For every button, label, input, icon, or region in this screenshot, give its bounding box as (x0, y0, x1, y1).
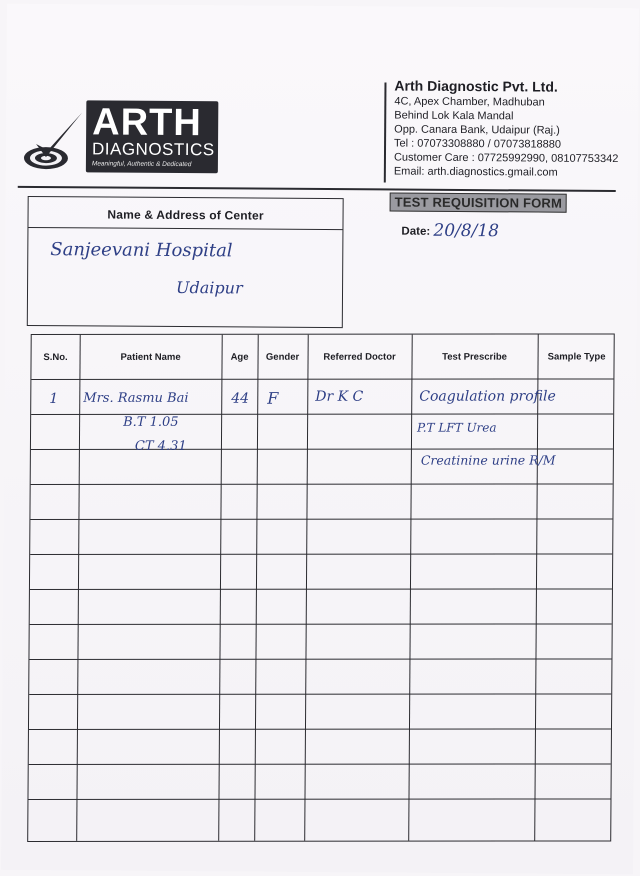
center-box-rule (28, 227, 342, 230)
logo-tagline: Meaningful, Authentic & Dedicated (91, 160, 192, 169)
header-patient-name: Patient Name (120, 351, 181, 363)
row-divider (30, 553, 612, 555)
entry-doctor: Dr K C (315, 388, 364, 405)
row-divider (31, 448, 613, 450)
column-divider (304, 335, 309, 841)
entry-test-line-2: P.T LFT Urea (417, 420, 497, 435)
address-line: Behind Lok Kala Mandal (394, 109, 514, 123)
column-divider (534, 335, 539, 841)
header-age: Age (230, 351, 249, 363)
customer-care: Customer Care : 07725992990, 08107753342 (393, 151, 619, 166)
logo-badge (86, 100, 218, 173)
column-divider (218, 335, 223, 841)
center-name-handwritten: Sanjeevani Hospital (50, 239, 233, 262)
date-label: Date: (401, 225, 431, 238)
center-city-handwritten: Udaipur (175, 277, 243, 298)
column-divider (408, 335, 413, 841)
entry-test-line-3: Creatinine urine R/M (420, 452, 556, 468)
entry-age: 44 (231, 390, 250, 407)
entry-sno: 1 (49, 390, 59, 407)
address-line: Opp. Canara Bank, Udaipur (Raj.) (394, 123, 560, 137)
column-divider (76, 335, 81, 841)
header-sample-type: Sample Type (547, 350, 606, 363)
header-rule (18, 186, 616, 192)
header-divider (384, 82, 387, 182)
arth-logo (20, 100, 221, 181)
test-table (27, 333, 615, 841)
email: Email: arth.diagnostics.gmail.com (393, 165, 558, 179)
target-check-icon (22, 110, 84, 172)
entry-note-ct: CT 4.31 (134, 438, 187, 454)
row-divider (30, 518, 612, 520)
entry-note-bt: B.T 1.05 (123, 414, 179, 430)
row-divider (30, 623, 612, 625)
column-divider (254, 335, 259, 841)
header-sno: S.No. (43, 351, 68, 363)
header-referred-doctor: Referred Doctor (323, 351, 396, 363)
date-handwritten: 20/8/18 (433, 220, 500, 242)
row-divider (29, 728, 611, 730)
company-name: Arth Diagnostic Pvt. Ltd. (394, 77, 558, 95)
entry-gender: F (267, 388, 279, 408)
row-divider (29, 658, 611, 660)
header-test-prescribe: Test Prescribe (442, 351, 508, 363)
telephone: Tel : 07073308880 / 07073818880 (394, 137, 562, 151)
center-box (27, 196, 344, 328)
row-divider (31, 413, 613, 415)
row-divider (28, 798, 610, 800)
requisition-form-sheet (1, 4, 639, 874)
row-divider (29, 693, 611, 695)
center-box-title: Name & Address of Center (107, 207, 264, 223)
header-gender: Gender (265, 351, 300, 363)
entry-test-line-1: Coagulation profile (419, 388, 556, 405)
form-title: TEST REQUISITION FORM (390, 192, 568, 212)
address-line: 4C, Apex Chamber, Madhuban (394, 95, 545, 109)
row-divider (29, 763, 611, 765)
logo-subtitle: DIAGNOSTICS (91, 139, 215, 160)
entry-patient-name: Mrs. Rasmu Bai (83, 390, 189, 406)
row-divider (31, 378, 613, 380)
row-divider (30, 588, 612, 590)
company-details (394, 77, 635, 181)
row-divider (31, 483, 613, 485)
logo-wordmark: ARTH (92, 101, 202, 145)
